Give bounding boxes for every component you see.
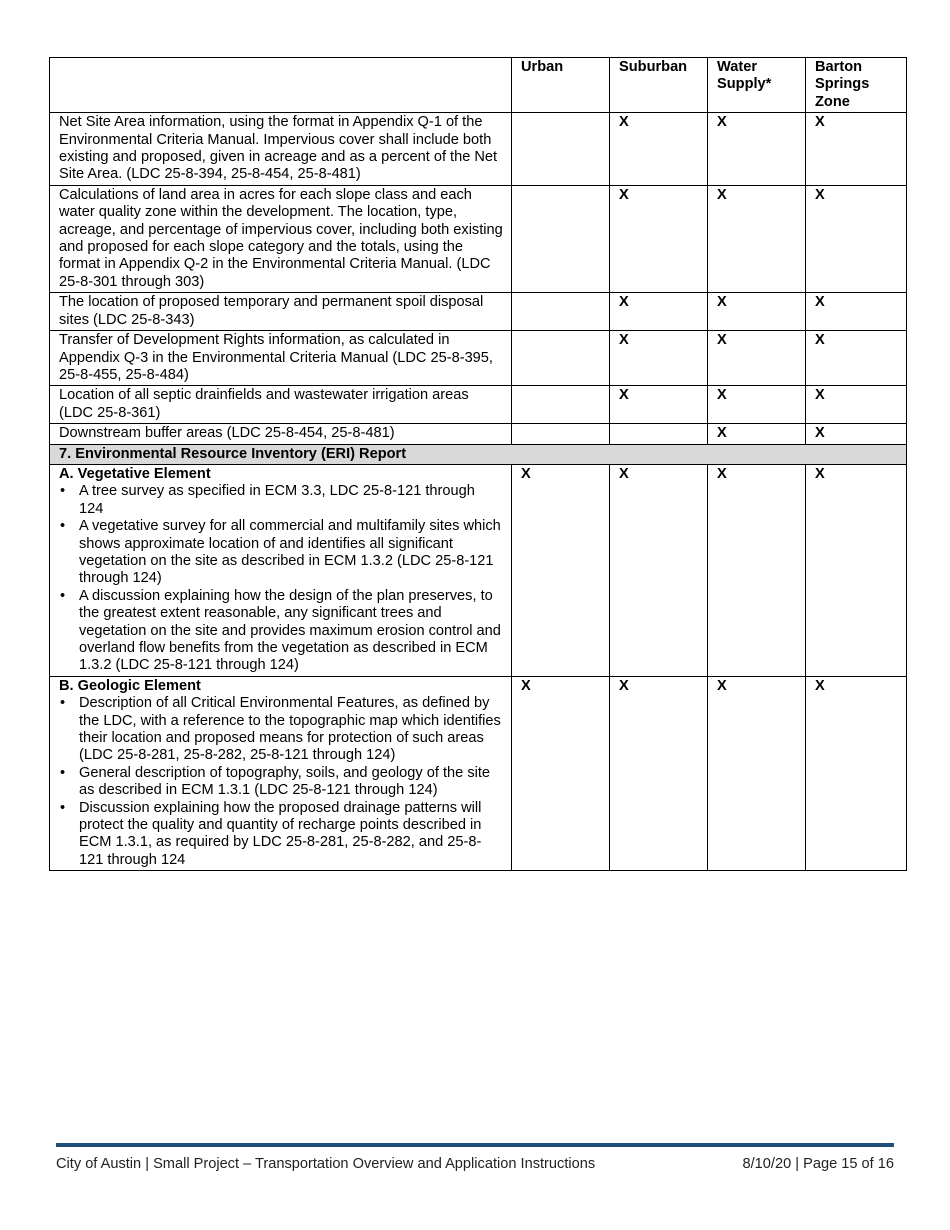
mark-barton-springs: X [806, 424, 907, 444]
geologic-element-cell [50, 676, 512, 870]
requirements-table [49, 57, 907, 871]
row-description: Transfer of Development Rights information, as calculated in Appendix Q-3 in the Environmental Criteria Manual (LDC 25-8-395, 25-8-455, 25-8-484) [50, 331, 512, 386]
table-row [50, 293, 907, 331]
mark-urban [512, 113, 610, 186]
header-barton-springs: Barton Springs Zone [806, 58, 907, 113]
mark-suburban [610, 424, 708, 444]
mark-water-supply: X [708, 185, 806, 292]
header-blank [50, 58, 512, 113]
mark-urban [512, 293, 610, 331]
vegetative-bullet-list [59, 483, 503, 674]
mark-barton-springs: X [806, 386, 907, 424]
section-title: 7. Environmental Resource Inventory (ERI) Report [50, 444, 907, 464]
mark-barton-springs: X [806, 676, 907, 870]
mark-urban [512, 331, 610, 386]
mark-suburban: X [610, 185, 708, 292]
mark-urban: X [512, 464, 610, 676]
list-item: • A vegetative survey for all commercial and multifamily sites which shows approximate location of and identifies all significant vegetation on the site as described in ECM 1.3.2 (LDC 25-8-121 through 124) [59, 518, 503, 588]
mark-urban [512, 185, 610, 292]
footer-page-number: 8/10/20 | Page 15 of 16 [742, 1156, 894, 1172]
geologic-element-title: B. Geologic Element [59, 677, 201, 694]
footer-document-title: City of Austin | Small Project – Transportation Overview and Application Instructions [56, 1156, 596, 1172]
geologic-element-row [50, 676, 907, 870]
vegetative-element-row [50, 464, 907, 676]
mark-water-supply: X [708, 676, 806, 870]
footer-divider [56, 1143, 894, 1147]
mark-water-supply: X [708, 424, 806, 444]
list-item: • A tree survey as specified in ECM 3.3, LDC 25-8-121 through 124 [59, 483, 503, 518]
mark-water-supply: X [708, 113, 806, 186]
mark-water-supply: X [708, 331, 806, 386]
mark-barton-springs: X [806, 113, 907, 186]
table-row [50, 386, 907, 424]
table-row [50, 113, 907, 186]
table-row [50, 424, 907, 444]
row-description: Net Site Area information, using the format in Appendix Q-1 of the Environmental Criteria Manual. Impervious cover shall include both existing and proposed, given in acreage and as a percent of the Net Site Area. (LDC 25-8-394, 25-8-454, 25-8-481) [50, 113, 512, 186]
mark-urban [512, 424, 610, 444]
mark-suburban: X [610, 113, 708, 186]
vegetative-element-cell [50, 464, 512, 676]
mark-water-supply: X [708, 386, 806, 424]
mark-barton-springs: X [806, 185, 907, 292]
header-row [50, 58, 907, 113]
mark-barton-springs: X [806, 293, 907, 331]
row-description: Calculations of land area in acres for each slope class and each water quality zone within the development. The location, type, acreage, and percentage of impervious cover, including both existing and proposed for each slope category and the totals, using the format in Appendix Q-2 in the Environmental Criteria Manual. (LDC 25-8-301 through 303) [50, 185, 512, 292]
list-item: • General description of topography, soils, and geology of the site as described in ECM 1.3.1 (LDC 25-8-121 through 124) [59, 765, 503, 800]
mark-suburban: X [610, 464, 708, 676]
geologic-bullet-list [59, 695, 503, 869]
list-item: • Discussion explaining how the proposed drainage patterns will protect the quality and quantity of recharge points described in ECM 1.3.1, as required by LDC 25-8-281, 25-8-282, and 25-8-121 through 124 [59, 800, 503, 870]
list-item: • A discussion explaining how the design of the plan preserves, to the greatest extent reasonable, any significant trees and vegetation on the site and provides maximum erosion control and overland flow benefits from the vegetation as described in ECM 1.3.2 (LDC 25-8-121 through 124) [59, 588, 503, 675]
mark-urban: X [512, 676, 610, 870]
mark-water-supply: X [708, 464, 806, 676]
mark-urban [512, 386, 610, 424]
mark-water-supply: X [708, 293, 806, 331]
mark-suburban: X [610, 331, 708, 386]
mark-suburban: X [610, 293, 708, 331]
mark-barton-springs: X [806, 464, 907, 676]
table-row [50, 185, 907, 292]
header-water-supply: Water Supply* [708, 58, 806, 113]
mark-suburban: X [610, 676, 708, 870]
row-description: The location of proposed temporary and permanent spoil disposal sites (LDC 25-8-343) [50, 293, 512, 331]
row-description: Location of all septic drainfields and wastewater irrigation areas (LDC 25-8-361) [50, 386, 512, 424]
section-row [50, 444, 907, 464]
row-description: Downstream buffer areas (LDC 25-8-454, 25-8-481) [50, 424, 512, 444]
list-item: • Description of all Critical Environmental Features, as defined by the LDC, with a reference to the topographic map which identifies their location and proposed means for protection of such areas (LDC 25-8-281, 25-8-282, 25-8-121 through 124) [59, 695, 503, 765]
mark-suburban: X [610, 386, 708, 424]
vegetative-element-title: A. Vegetative Element [59, 465, 211, 482]
header-urban: Urban [512, 58, 610, 113]
header-suburban: Suburban [610, 58, 708, 113]
table-row [50, 331, 907, 386]
mark-barton-springs: X [806, 331, 907, 386]
